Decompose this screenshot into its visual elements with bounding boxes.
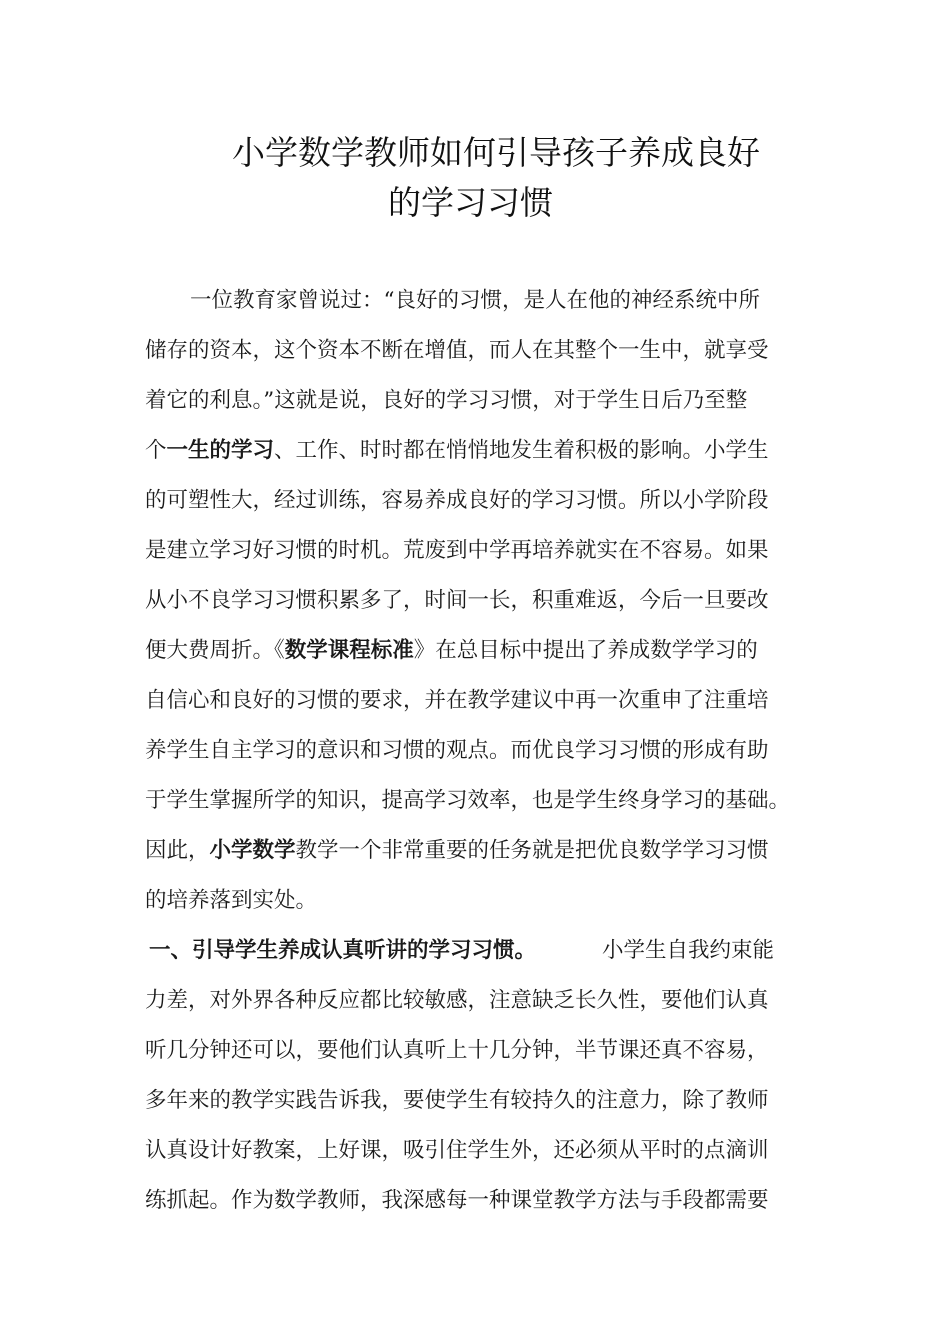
- paragraph-line: 是建立学习好习惯的时机。荒废到中学再培养就实在不容易。如果: [145, 538, 769, 563]
- document-title-line-2: 的学习习惯: [388, 183, 553, 222]
- paragraph-line: 自信心和良好的习惯的要求，并在教学建议中再一次重申了注重培: [145, 688, 769, 713]
- paragraph-line: 听几分钟还可以，要他们认真听上十几分钟，半节课还真不容易，: [145, 1038, 769, 1063]
- paragraph-line: 多年来的教学实践告诉我，要使学生有较持久的注意力，除了教师: [145, 1088, 769, 1113]
- text-run: 教学一个非常重要的任务就是把优良数学学习习惯: [295, 838, 769, 863]
- paragraph-line: 认真设计好教案，上好课，吸引住学生外，还必须从平时的点滴训: [145, 1138, 769, 1163]
- text-run: 便大费周折。《: [145, 638, 285, 663]
- text-run: 个: [145, 438, 167, 463]
- paragraph-line: [145, 436, 769, 466]
- paragraph-line: 练抓起。作为数学教师，我深感每一种课堂教学方法与手段都需要: [145, 1188, 769, 1213]
- text-run: 、工作、时时都在悄悄地发生着积极的影响。小学生: [274, 438, 769, 463]
- paragraph-line: 的可塑性大，经过训练，容易养成良好的学习习惯。所以小学阶段: [145, 488, 769, 513]
- section-heading-line: [149, 936, 774, 966]
- bold-link-text: 一生的学习: [166, 438, 275, 463]
- paragraph-line: 一位教育家曾说过：“良好的习惯，是人在他的神经系统中所: [190, 288, 760, 313]
- paragraph-line: 于学生掌握所学的知识，提高学习效率，也是学生终身学习的基础。: [145, 788, 791, 813]
- text-run: 小学生自我约束能: [602, 938, 775, 963]
- section-heading: 一、引导学生养成认真听讲的学习习惯。: [149, 938, 537, 963]
- paragraph-line: 储存的资本，这个资本不断在增值，而人在其整个一生中，就享受: [145, 338, 769, 363]
- paragraph-line: 着它的利息。”这就是说，良好的学习习惯，对于学生日后乃至整: [145, 388, 748, 413]
- document-title-line-1: 小学数学教师如何引导孩子养成良好: [232, 133, 760, 172]
- text-run: 因此，: [145, 838, 210, 863]
- bold-link-text: 小学数学: [209, 838, 296, 863]
- paragraph-line: [145, 836, 769, 866]
- bold-link-text: 数学课程标准: [284, 638, 414, 663]
- paragraph-line: 力差，对外界各种反应都比较敏感，注意缺乏长久性，要他们认真: [145, 988, 769, 1013]
- text-run: 》在总目标中提出了养成数学学习的: [413, 638, 758, 663]
- paragraph-line: 从小不良学习习惯积累多了，时间一长，积重难返，今后一旦要改: [145, 588, 769, 613]
- paragraph-line: 养学生自主学习的意识和习惯的观点。而优良学习习惯的形成有助: [145, 738, 769, 763]
- paragraph-line: 的培养落到实处。: [145, 888, 318, 913]
- paragraph-line: [145, 636, 758, 666]
